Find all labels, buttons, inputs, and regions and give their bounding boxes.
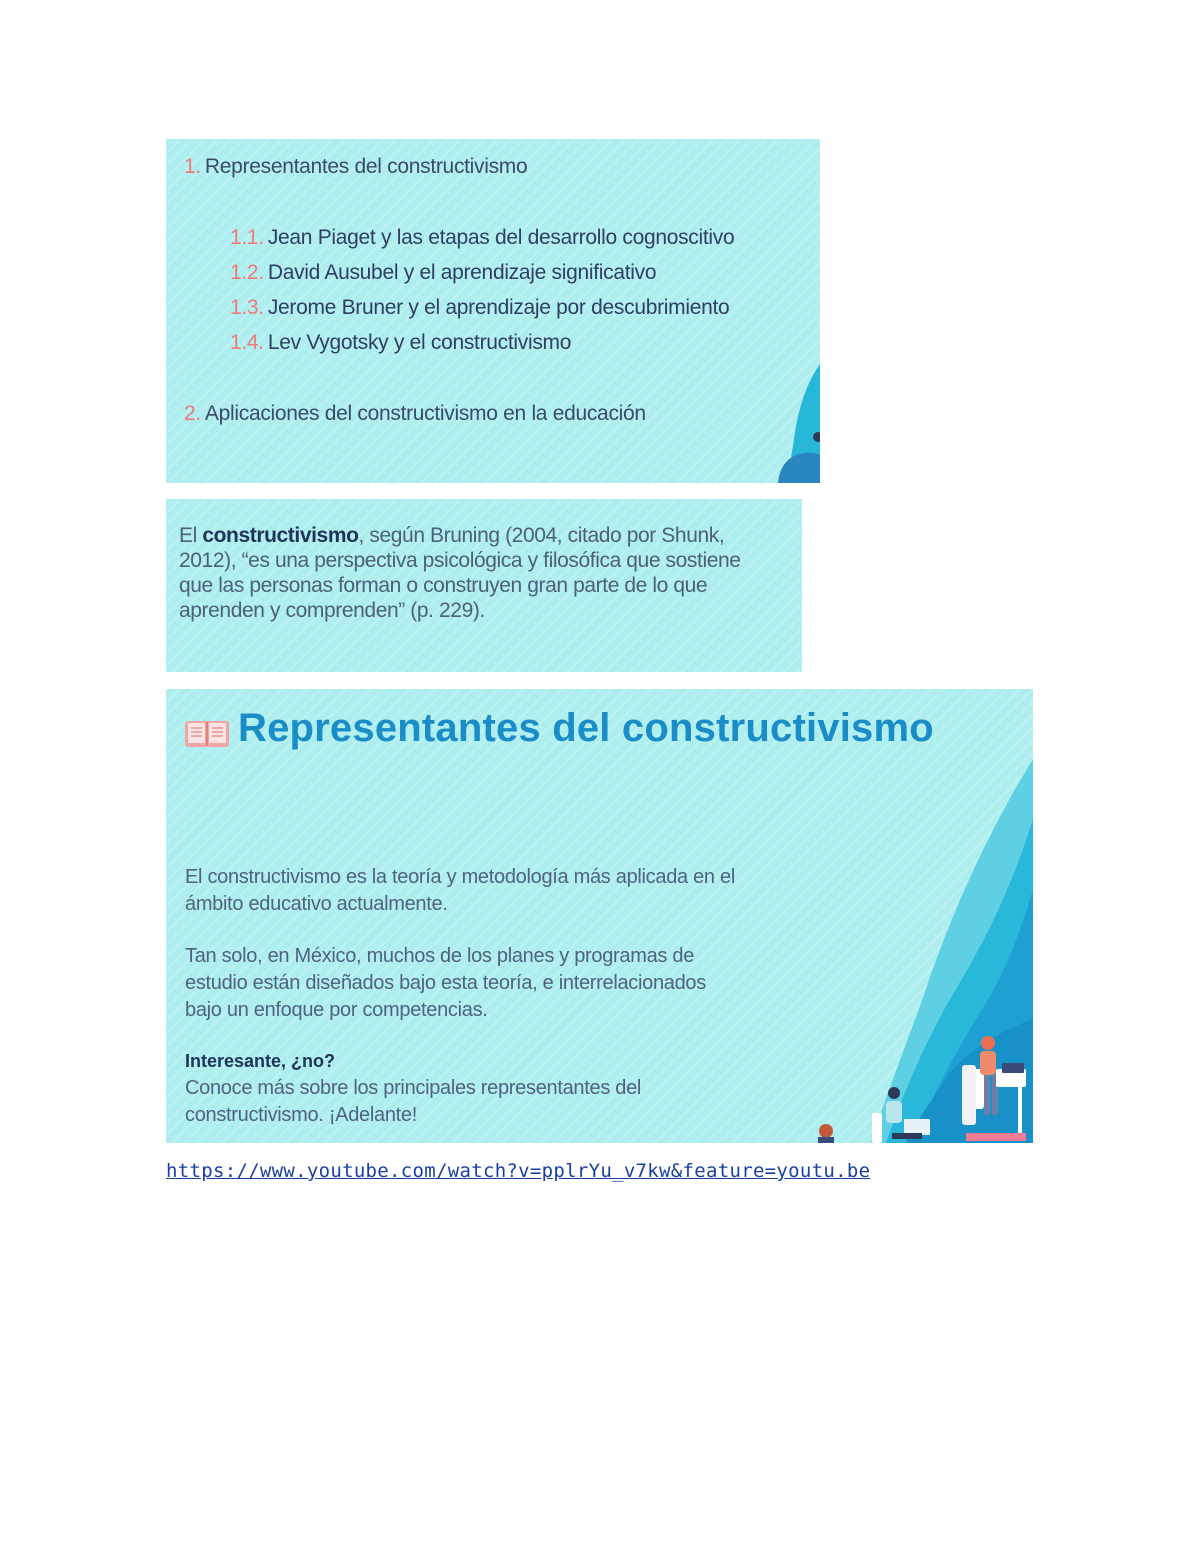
wave-decoration [166, 139, 820, 483]
quote-prefix: El [179, 524, 203, 547]
intro-paragraph: El constructivismo es la teoría y metodología más aplicada en el ámbito educativo actualmente. [185, 866, 735, 915]
outline-subitem-number: 1.3. [230, 296, 264, 319]
outline-item-label: Representantes del constructivismo [204, 155, 528, 178]
outline-item-label: Aplicaciones del constructivismo en la educación [204, 402, 646, 425]
quote-text [179, 523, 779, 623]
quote-keyword: constructivismo [202, 524, 359, 547]
youtube-link[interactable]: https://www.youtube.com/watch?v=pplrYu_v7kw&feature=youtu.be [166, 1160, 871, 1182]
outline-panel [166, 139, 820, 483]
outline-subitem-label: Lev Vygotsky y el constructivismo [267, 331, 572, 354]
section-title: Representantes del constructivismo [238, 706, 934, 750]
outline-subitem-number: 1.1. [230, 226, 264, 249]
outline-subitem-label: Jean Piaget y las etapas del desarrollo cognoscitivo [267, 226, 735, 249]
mexico-paragraph: Tan solo, en México, muchos de los planes y programas de estudio están diseñados bajo esta teoría, e interrelacionados bajo un enfoque por competencias. [185, 945, 706, 1021]
outline-subitem-number: 1.2. [230, 261, 264, 284]
outline-item-number: 2. [184, 402, 201, 425]
quote-panel [166, 499, 802, 672]
book-icon [184, 719, 230, 749]
outline-subitem-number: 1.4. [230, 331, 264, 354]
outline-subitem-label: David Ausubel y el aprendizaje significativo [267, 261, 657, 284]
outline-subitem-label: Jerome Bruner y el aprendizaje por descubrimiento [267, 296, 730, 319]
closing-paragraph: Conoce más sobre los principales representantes del constructivismo. ¡Adelante! [185, 1077, 642, 1126]
quote-body: , según Bruning (2004, citado por Shunk, 2012), “es una perspectiva psicológica y filosófica que sostiene que las personas forman o construyen gran parte de lo que aprenden y comprenden” (p. 229). [179, 524, 741, 622]
outline-item-number: 1. [184, 155, 201, 178]
representantes-panel [166, 689, 1033, 1143]
interesting-heading: Interesante, ¿no? [185, 1051, 336, 1071]
